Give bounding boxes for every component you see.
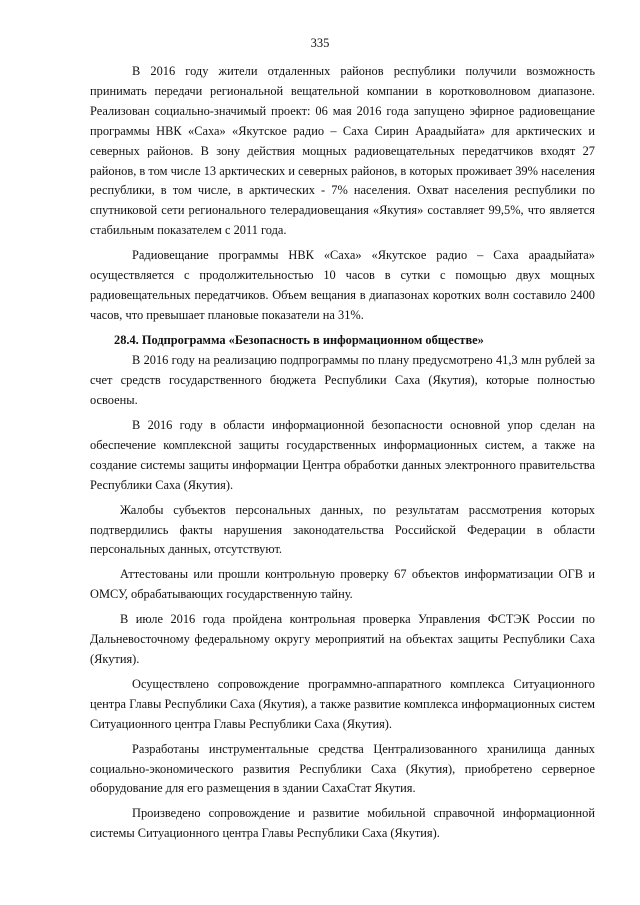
paragraph-data-storage: Разработаны инструментальные средства Централизованного хранилища данных социально-экономического развития Республики Саха (Якутия), приобретено серверное оборудование для его размещения в здании СахаСтат Якутия. [90, 741, 595, 796]
paragraph-fstec-check: В июле 2016 года пройдена контрольная проверка Управления ФСТЭК России по Дальневосточному федеральному округу мероприятий на объектах защиты Республики Саха (Якутия). [90, 612, 595, 666]
paragraph-subprogram-budget: В 2016 году на реализацию подпрограммы по плану предусмотрено 41,3 млн рублей за счет средств государственного бюджета Республики Саха (Якутия), которые полностью освоены. [90, 353, 595, 408]
paragraph-mobile-system: Произведено сопровождение и развитие мобильной справочной информационной системы Ситуационного центра Главы Республики Саха (Якутия). [90, 806, 595, 841]
paragraph-situation-center: Осуществлено сопровождение программно-аппаратного комплекса Ситуационного центра Главы Республики Саха (Якутия), а также развитие комплекса информационных систем Ситуационного центра Главы Республики Саха (Якутия). [90, 676, 595, 731]
paragraph-radio-duration: Радиовещание программы НВК «Саха» «Якутское радио – Саха араадыйата» осуществляется с продолжительностью 10 часов в сутки с помощью двух мощных радиовещательных передатчиков. Объем вещания в диапазонах коротких волн составило 2400 часов, что превышает плановые показатели на 31%. [90, 248, 595, 322]
paragraph-personal-data: Жалобы субъектов персональных данных, по результатам рассмотрения которых подтвердились факты нарушения законодательства Российской Федерации в области персональных данных, отсутствуют. [90, 502, 595, 557]
paragraph-radio-broadcast: В 2016 году жители отдаленных районов республики получили возможность принимать передачи региональной вещательной компании в коротковолновом диапазоне. Реализован социально-значимый проект: 06 мая 2016 года запущено эфирное радиовещание программы НВК «Саха» «Якутское радио – Саха Сирин Араадыйата» для арктических и северных районов. В зону действия мощных радиовещательных передатчиков входят 27 районов, в том числе 13 арктических и северных районов, в которых проживает 39% населения республики, в том числе, в арктических - 7% населения. Охват населения республики по спутниковой сети регионального телерадиовещания «Якутия» составляет 99,5%, что является стабильным показателем с 2011 года. [90, 64, 595, 238]
document-body [90, 62, 595, 849]
page-number: 335 [310, 36, 330, 50]
paragraph-info-security: В 2016 году в области информационной безопасности основной упор сделан на обеспечение комплексной защиты государственных информационных систем, а также на создание системы защиты информации Центра обработки данных электронного правительства Республики Саха (Якутия). [90, 418, 595, 492]
paragraph-attestation: Аттестованы или прошли контрольную проверку 67 объектов информатизации ОГВ и ОМСУ, обрабатывающих государственную тайну. [90, 567, 595, 602]
section-heading: 28.4. Подпрограмма «Безопасность в информационном обществе» [114, 332, 484, 347]
